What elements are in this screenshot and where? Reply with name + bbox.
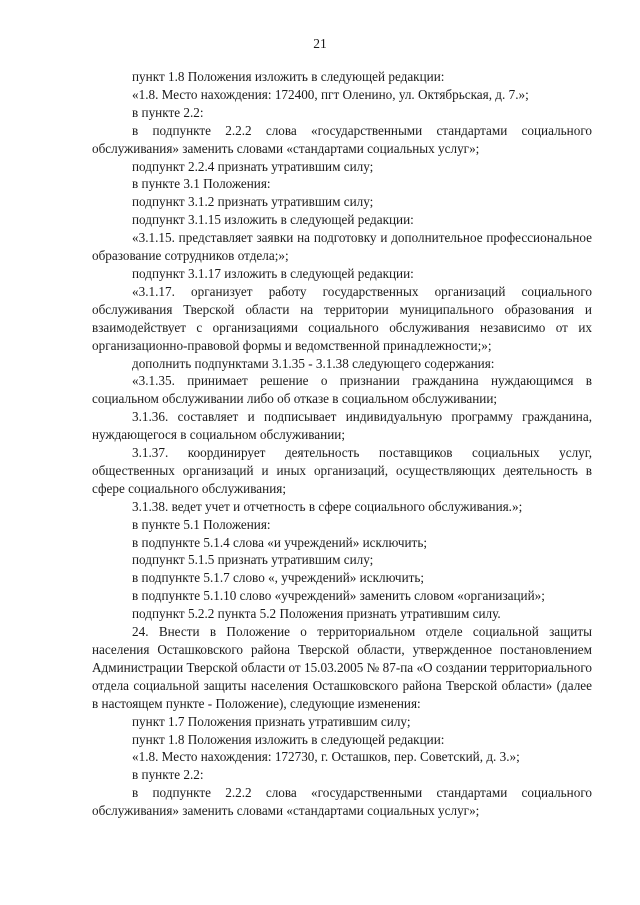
paragraph: подпункт 5.1.5 признать утратившим силу; xyxy=(132,552,374,568)
paragraph: в пункте 3.1 Положения: xyxy=(132,176,271,192)
paragraph: 24. Внести в Положение о территориальном отделе социальной защиты населения Осташковского района Тверской области, утвержденное постановлением Администрации Тверской области от 15.03.2005 № 87-па «О создании территориального отдела социальной защиты населения Осташковского района Тверской области» (далее в настоящем пункте - Положение), следующие изменения: xyxy=(92,624,592,711)
paragraph: подпункт 2.2.4 признать утратившим силу; xyxy=(132,158,374,174)
page-number: 21 xyxy=(313,36,327,51)
paragraph: в пункте 2.2: xyxy=(132,767,204,783)
paragraph: в подпункте 5.1.7 слово «, учреждений» исключить; xyxy=(132,570,425,586)
paragraph: подпункт 3.1.15 изложить в следующей редакции: xyxy=(132,212,414,228)
paragraph: пункт 1.8 Положения изложить в следующей редакции: xyxy=(132,731,445,747)
paragraph: 3.1.36. составляет и подписывает индивидуальную программу гражданина, нуждающегося в социальном обслуживании; xyxy=(92,409,592,443)
paragraph: в подпункте 2.2.2 слова «государственными стандартами социального обслуживания» заменить словами «стандартами социальных услуг»; xyxy=(92,122,592,156)
paragraph: подпункт 5.2.2 пункта 5.2 Положения признать утратившим силу. xyxy=(132,606,501,622)
paragraph: в пункте 2.2: xyxy=(132,104,204,120)
paragraph: подпункт 3.1.2 признать утратившим силу; xyxy=(132,194,374,210)
paragraph: дополнить подпунктами 3.1.35 - 3.1.38 следующего содержания: xyxy=(132,355,495,371)
document-body xyxy=(92,68,592,820)
paragraph: в подпункте 2.2.2 слова «государственными стандартами социального обслуживания» заменить словами «стандартами социальных услуг»; xyxy=(92,785,592,819)
paragraph: «1.8. Место нахождения: 172400, пгт Оленино, ул. Октябрьская, д. 7.»; xyxy=(132,86,529,102)
paragraph: в подпункте 5.1.4 слова «и учреждений» исключить; xyxy=(132,534,427,550)
paragraph: «3.1.35. принимает решение о признании гражданина нуждающимся в социальном обслуживании либо об отказе в социальном обслуживании; xyxy=(92,373,592,407)
paragraph: пункт 1.7 Положения признать утратившим силу; xyxy=(132,713,411,729)
paragraph: подпункт 3.1.17 изложить в следующей редакции: xyxy=(132,265,414,281)
paragraph: «1.8. Место нахождения: 172730, г. Осташков, пер. Советский, д. 3.»; xyxy=(132,749,520,765)
paragraph: 3.1.38. ведет учет и отчетность в сфере социального обслуживания.»; xyxy=(132,498,523,514)
paragraph: «3.1.15. представляет заявки на подготовку и дополнительное профессиональное образование сотрудников отдела;»; xyxy=(92,230,592,264)
paragraph: 3.1.37. координирует деятельность поставщиков социальных услуг, общественных организаций и иных организаций, осуществляющих деятельность в сфере социального обслуживания; xyxy=(92,445,592,496)
paragraph: в пункте 5.1 Положения: xyxy=(132,516,271,532)
paragraph: в подпункте 5.1.10 слово «учреждений» заменить словом «организаций»; xyxy=(132,588,545,604)
paragraph: пункт 1.8 Положения изложить в следующей редакции: xyxy=(132,69,445,84)
paragraph: «3.1.17. организует работу государственных организаций социального обслуживания Тверской области на территории муниципального образования и взаимодействует с организациями социального обслуживания независимо от их организационно-правовой формы и ведомственной принадлежности;»; xyxy=(92,283,592,353)
